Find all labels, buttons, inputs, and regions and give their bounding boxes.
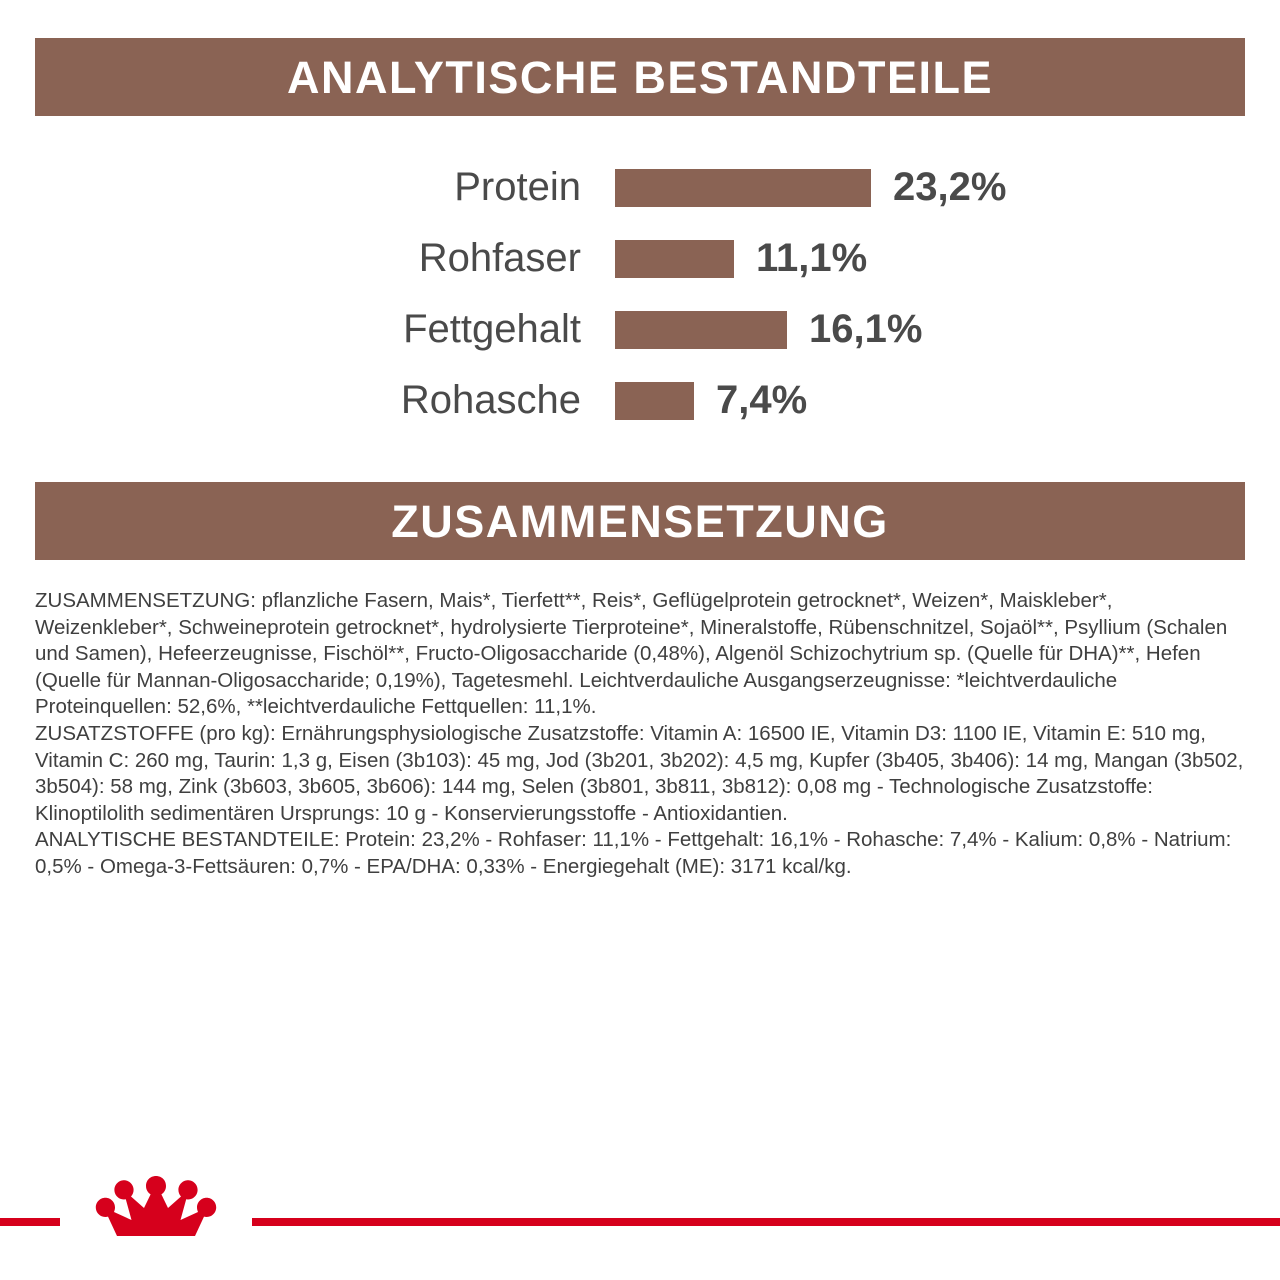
bar-label-fettgehalt: Fettgehalt xyxy=(403,307,581,351)
bar-row xyxy=(35,223,1245,294)
bar-fill-rohasche xyxy=(615,382,694,420)
bar-label-rohfaser: Rohfaser xyxy=(418,236,581,280)
analytical-section-title: ANALYTISCHE BESTANDTEILE xyxy=(286,51,994,103)
analytical-section-banner xyxy=(35,38,1245,116)
bar-value-fettgehalt: 16,1% xyxy=(809,307,923,351)
analytical-constituents-paragraph: ANALYTISCHE BESTANDTEILE: Protein: 23,2% - Rohfaser: 11,1% - Fettgehalt: 16,1% - Rohasche: 7,4% - Kalium: 0,8% - Natrium: 0,5% - Omega-3-Fettsäuren: 0,7% - EPA/DHA: 0,33% - Energiegehalt (ME): 3171 kcal/kg. xyxy=(35,828,1232,878)
bar-label-protein: Protein xyxy=(454,165,581,209)
composition-section-banner xyxy=(35,482,1245,560)
bar-fill-rohfaser xyxy=(615,240,734,278)
composition-text-block xyxy=(35,588,1247,881)
royal-canin-crown-icon xyxy=(76,1172,236,1244)
bar-value-rohasche: 7,4% xyxy=(716,378,808,422)
bar-row xyxy=(35,294,1245,365)
composition-paragraph: ZUSAMMENSETZUNG: pflanzliche Fasern, Mais*, Tierfett**, Reis*, Geflügelprotein getrocknet*, Weizen*, Maiskleber*, Weizenkleber*, Schweineprotein getrocknet*, hydrolysierte Tierproteine*, Mineralstoffe, Rübenschnitzel, Sojaöl**, Psyllium (Schalen und Samen), Hefeerzeugnisse, Fischöl**, Fructo-Oligosaccharide (0,48%), Algenöl Schizochytrium sp. (Quelle für DHA)**, Hefen (Quelle für Mannan-Oligosaccharide; 0,19%), Tagetesmehl. Leichtverdauliche Ausgangserzeugnisse: *leichtverdauliche Proteinquellen: 52,6%, **leichtverdauliche Fettquellen: 11,1%. xyxy=(35,589,1228,719)
analytical-bar-chart xyxy=(35,152,1245,436)
bar-fill-fettgehalt xyxy=(615,311,787,349)
bar-row xyxy=(35,152,1245,223)
bar-fill-protein xyxy=(615,169,871,207)
additives-paragraph: ZUSATZSTOFFE (pro kg): Ernährungsphysiologische Zusatzstoffe: Vitamin A: 16500 IE, Vitamin D3: 1100 IE, Vitamin E: 510 mg, Vitamin C: 260 mg, Taurin: 1,3 g, Eisen (3b103): 45 mg, Jod (3b201, 3b202): 4,5 mg, Kupfer (3b405, 3b406): 14 mg, Mangan (3b502, 3b504): 58 mg, Zink (3b603, 3b605, 3b606): 144 mg, Selen (3b801, 3b811, 3b812): 0,08 mg - Technologische Zusatzstoffe: Klinoptilolith sedimentären Ursprungs: 10 g - Konservierungsstoffe - Antioxidantien. xyxy=(35,721,1244,825)
composition-section-title: ZUSAMMENSETZUNG xyxy=(391,495,889,547)
bar-value-rohfaser: 11,1% xyxy=(756,236,868,280)
bar-value-protein: 23,2% xyxy=(893,165,1007,209)
bar-label-rohasche: Rohasche xyxy=(400,378,581,422)
bar-row xyxy=(35,365,1245,436)
